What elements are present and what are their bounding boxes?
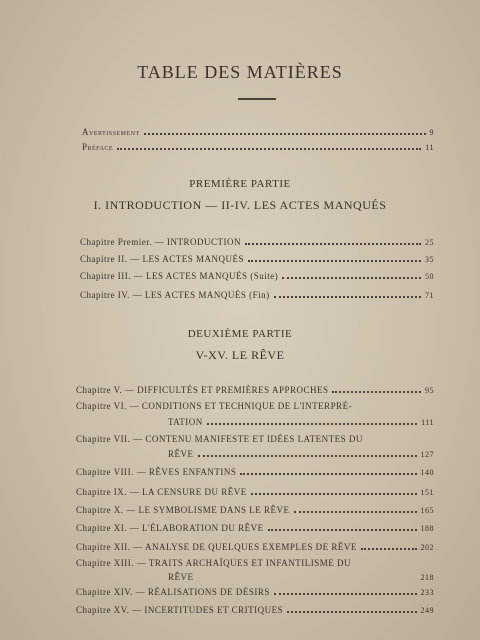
toc-entry-chapter — [168, 414, 434, 427]
dot-leader — [268, 529, 417, 531]
toc-page-number: 188 — [420, 524, 434, 533]
toc-entry-chapter — [168, 569, 434, 582]
toc-page-number: 111 — [421, 418, 434, 427]
toc-page-number: 25 — [425, 238, 434, 247]
dot-leader — [332, 391, 421, 393]
toc-page-number: 95 — [425, 386, 434, 395]
toc-entry-chapter — [76, 484, 434, 497]
toc-entry-label: Préface — [82, 142, 114, 152]
toc-page-number: 233 — [420, 588, 434, 597]
toc-entry-chapter — [80, 234, 434, 247]
page-title: TABLE DES MATIÈRES — [137, 62, 343, 82]
toc-entry-label: Chapitre VIII. — RÊVES ENFANTINS — [76, 467, 237, 477]
toc-entry-label: Chapitre II. — LES ACTES MANQUÉS — [80, 254, 244, 264]
dot-leader — [287, 611, 416, 613]
toc-page-number: 218 — [420, 573, 434, 582]
toc-entry-label: Chapitre VI. — CONDITIONS ET TECHNIQUE DE L'INTERPRÉ- — [76, 401, 353, 411]
toc-entry-label: Chapitre XIII. — TRAITS ARCHAÏQUES ET INFANTILISME DU — [76, 558, 351, 568]
toc-page-number: 151 — [420, 488, 434, 497]
toc-entry-chapter — [76, 502, 434, 515]
toc-entry-label: Chapitre XV. — INCERTITUDES ET CRITIQUES — [76, 605, 284, 615]
dot-leader — [240, 473, 416, 475]
toc-entry-chapter — [80, 251, 434, 264]
dot-leader — [144, 133, 426, 135]
toc-page-number: 165 — [420, 506, 434, 515]
toc-entry-label: Chapitre V. — DIFFICULTÉS ET PREMIÈRES APPROCHES — [76, 385, 329, 395]
toc-page-number: 11 — [425, 143, 434, 152]
toc-entry-continuation: RÊVE — [168, 449, 194, 459]
part-heading: PREMIÈRE PARTIE — [189, 178, 291, 190]
toc-entry-label: Chapitre IV. — LES ACTES MANQUÉS (Fin) — [80, 290, 270, 300]
dot-leader — [248, 260, 421, 262]
toc-page-number: 71 — [425, 291, 434, 300]
dot-leader — [274, 296, 421, 298]
part-heading: DEUXIÈME PARTIE — [187, 328, 293, 340]
toc-page-number: 202 — [420, 543, 434, 552]
toc-page-number: 127 — [420, 450, 434, 459]
dot-leader — [198, 455, 417, 457]
toc-entry-label: Chapitre XII. — ANALYSE DE QUELQUES EXEMPLES DE RÊVE — [76, 542, 357, 552]
toc-entry-chapter — [168, 446, 434, 459]
toc-page-number: 9 — [429, 128, 434, 137]
toc-entry-label: Avertissement — [82, 127, 140, 137]
toc-entry-chapter — [76, 464, 434, 477]
toc-entry-chapter — [76, 520, 434, 533]
toc-entry-label: Chapitre Premier. — INTRODUCTION — [80, 237, 241, 247]
toc-entry-chapter — [76, 584, 434, 597]
toc-entry-avertissement — [82, 124, 434, 137]
dot-leader — [207, 423, 417, 425]
toc-page-number: 35 — [425, 255, 434, 264]
toc-entry-chapter — [80, 268, 434, 281]
toc-entry-preface — [82, 139, 434, 152]
dot-leader — [198, 578, 417, 580]
toc-entry-label: Chapitre IX. — LA CENSURE DU RÊVE — [76, 487, 247, 497]
toc-page-number: 249 — [420, 606, 434, 615]
toc-entry-chapter — [76, 382, 434, 395]
dot-leader — [274, 593, 417, 595]
toc-entry-chapter — [80, 287, 434, 300]
toc-entry-label: Chapitre VII. — CONTENU MANIFESTE ET IDÉES LATENTES DU — [76, 434, 363, 444]
toc-page-number: 50 — [425, 272, 434, 281]
dot-leader — [251, 493, 417, 495]
section-heading: I. INTRODUCTION — II-IV. LES ACTES MANQUÉS — [93, 198, 387, 212]
toc-entry-label: Chapitre XIV. — RÉALISATIONS DE DÉSIRS — [76, 587, 270, 597]
section-heading: V-XV. LE RÊVE — [195, 348, 285, 362]
dot-leader — [294, 511, 417, 513]
toc-page-number: 140 — [420, 468, 434, 477]
toc-entry-continuation: TATION — [168, 417, 203, 427]
toc-entry-label: Chapitre X. — LE SYMBOLISME DANS LE RÊVE — [76, 505, 290, 515]
toc-entry-chapter — [76, 602, 434, 615]
toc-entry-continuation: RÊVE — [168, 572, 194, 582]
toc-entry-label: Chapitre XI. — L'ÉLABORATION DU RÊVE — [76, 523, 264, 533]
toc-entry-label: Chapitre III. — LES ACTES MANQUÉS (Suite) — [80, 271, 279, 281]
toc-entry-chapter — [76, 539, 434, 552]
dot-leader — [361, 548, 417, 550]
title-divider — [238, 98, 276, 100]
dot-leader — [282, 277, 421, 279]
dot-leader — [117, 148, 421, 150]
dot-leader — [245, 243, 421, 245]
